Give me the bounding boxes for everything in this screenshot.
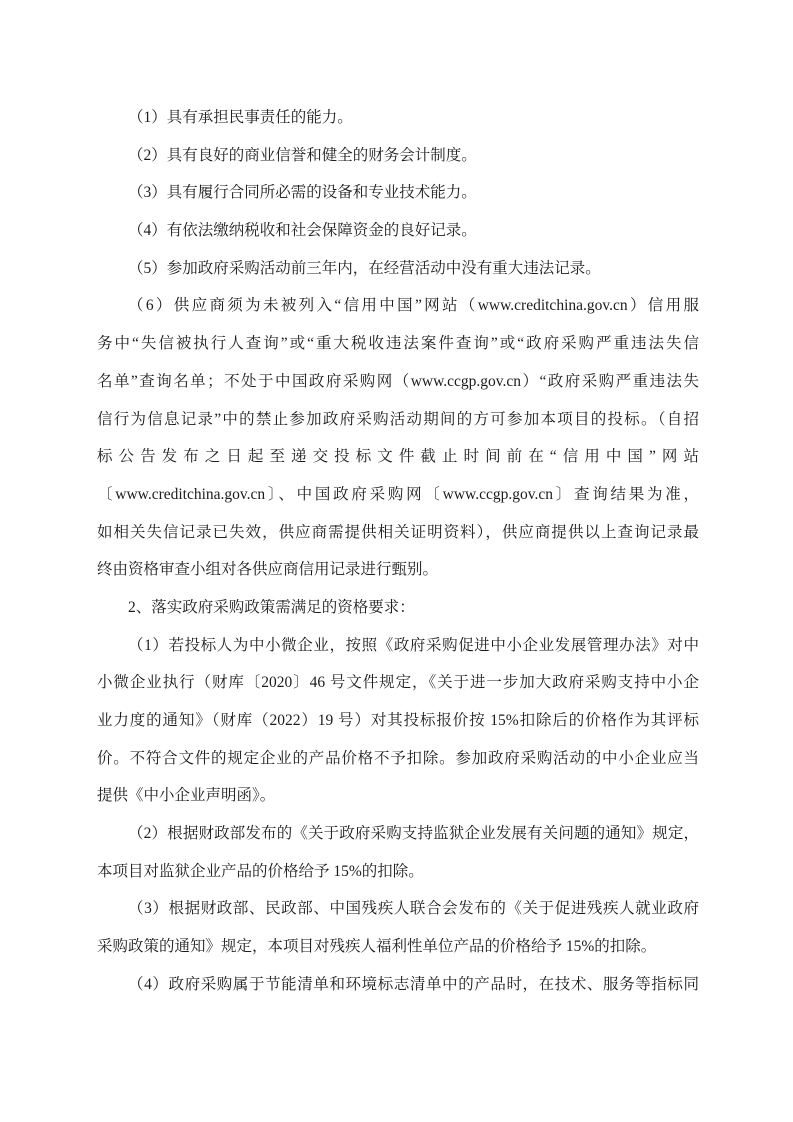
text-line: （2）具有良好的商业信誉和健全的财务会计制度。	[128, 146, 477, 164]
paragraph	[97, 890, 699, 965]
paragraph	[97, 627, 699, 815]
text-line: （2）根据财政部发布的《关于政府采购支持监狱企业发展有关问题的通知》规定，	[128, 825, 699, 843]
text-line: （1）若投标人为中小微企业，按照《政府采购促进中小企业发展管理办法》对中	[128, 636, 699, 654]
text-line: （6）供应商须为未被列入“信用中国”网站（www.creditchina.gov.cn）信用服	[128, 297, 699, 315]
text-line: 价。不符合文件的规定企业的产品价格不予扣除。参加政府采购活动的中小企业应当	[97, 749, 699, 767]
paragraph	[97, 212, 699, 250]
text-line: 2、落实政府采购政策需满足的资格要求：	[128, 598, 415, 616]
paragraph	[97, 137, 699, 175]
text-line: 〔www.creditchina.gov.cn〕、中国政府采购网〔www.ccgp.gov.cn〕查询结果为准，	[97, 485, 699, 503]
paragraph	[97, 287, 699, 589]
paragraph	[97, 966, 699, 1004]
text-line: 提供《中小企业声明函》。	[97, 787, 276, 805]
text-line: 业力度的通知》（财库（2022）19 号）对其投标报价按 15%扣除后的价格作为其评标	[97, 712, 699, 729]
text-line: 标公告发布之日起至递交投标文件截止时间前在“信用中国”网站	[97, 448, 699, 466]
text-line: （5）参加政府采购活动前三年内，在经营活动中没有重大违法记录。	[128, 259, 601, 277]
text-line: （4）有依法缴纳税收和社会保障资金的良好记录。	[128, 222, 477, 240]
text-line: 终由资格审查小组对各供应商信用记录进行甄别。	[97, 561, 439, 579]
text-line: 采购政策的通知》规定，本项目对残疾人福利性单位产品的价格给予 15%的扣除。	[97, 938, 657, 956]
text-line: （3）具有履行合同所必需的设备和专业技术能力。	[128, 184, 477, 202]
paragraph	[97, 99, 699, 137]
text-line: 本项目对监狱企业产品的价格给予 15%的扣除。	[97, 862, 424, 880]
document-page	[97, 99, 699, 1004]
paragraph	[97, 589, 699, 627]
paragraph	[97, 815, 699, 890]
text-line: （4）政府采购属于节能清单和环境标志清单中的产品时，在技术、服务等指标同	[128, 975, 699, 993]
text-line: 信行为信息记录”中的禁止参加政府采购活动期间的方可参加本项目的投标。（自招	[97, 410, 699, 428]
text-line: 如相关失信记录已失效，供应商需提供相关证明资料），供应商提供以上查询记录最	[97, 523, 699, 541]
text-line: （3）根据财政部、民政部、中国残疾人联合会发布的《关于促进残疾人就业政府	[128, 900, 699, 918]
text-line: （1）具有承担民事责任的能力。	[128, 109, 353, 126]
text-line: 名单”查询名单；不处于中国政府采购网（www.ccgp.gov.cn）“政府采购严重违法失	[97, 372, 699, 390]
paragraph	[97, 250, 699, 288]
text-line: 小微企业执行（财库〔2020〕46 号文件规定，《关于进一步加大政府采购支持中小企	[97, 674, 699, 692]
text-line: 务中“失信被执行人查询”或“重大税收违法案件查询”或“政府采购严重违法失信	[97, 335, 699, 353]
paragraph	[97, 174, 699, 212]
